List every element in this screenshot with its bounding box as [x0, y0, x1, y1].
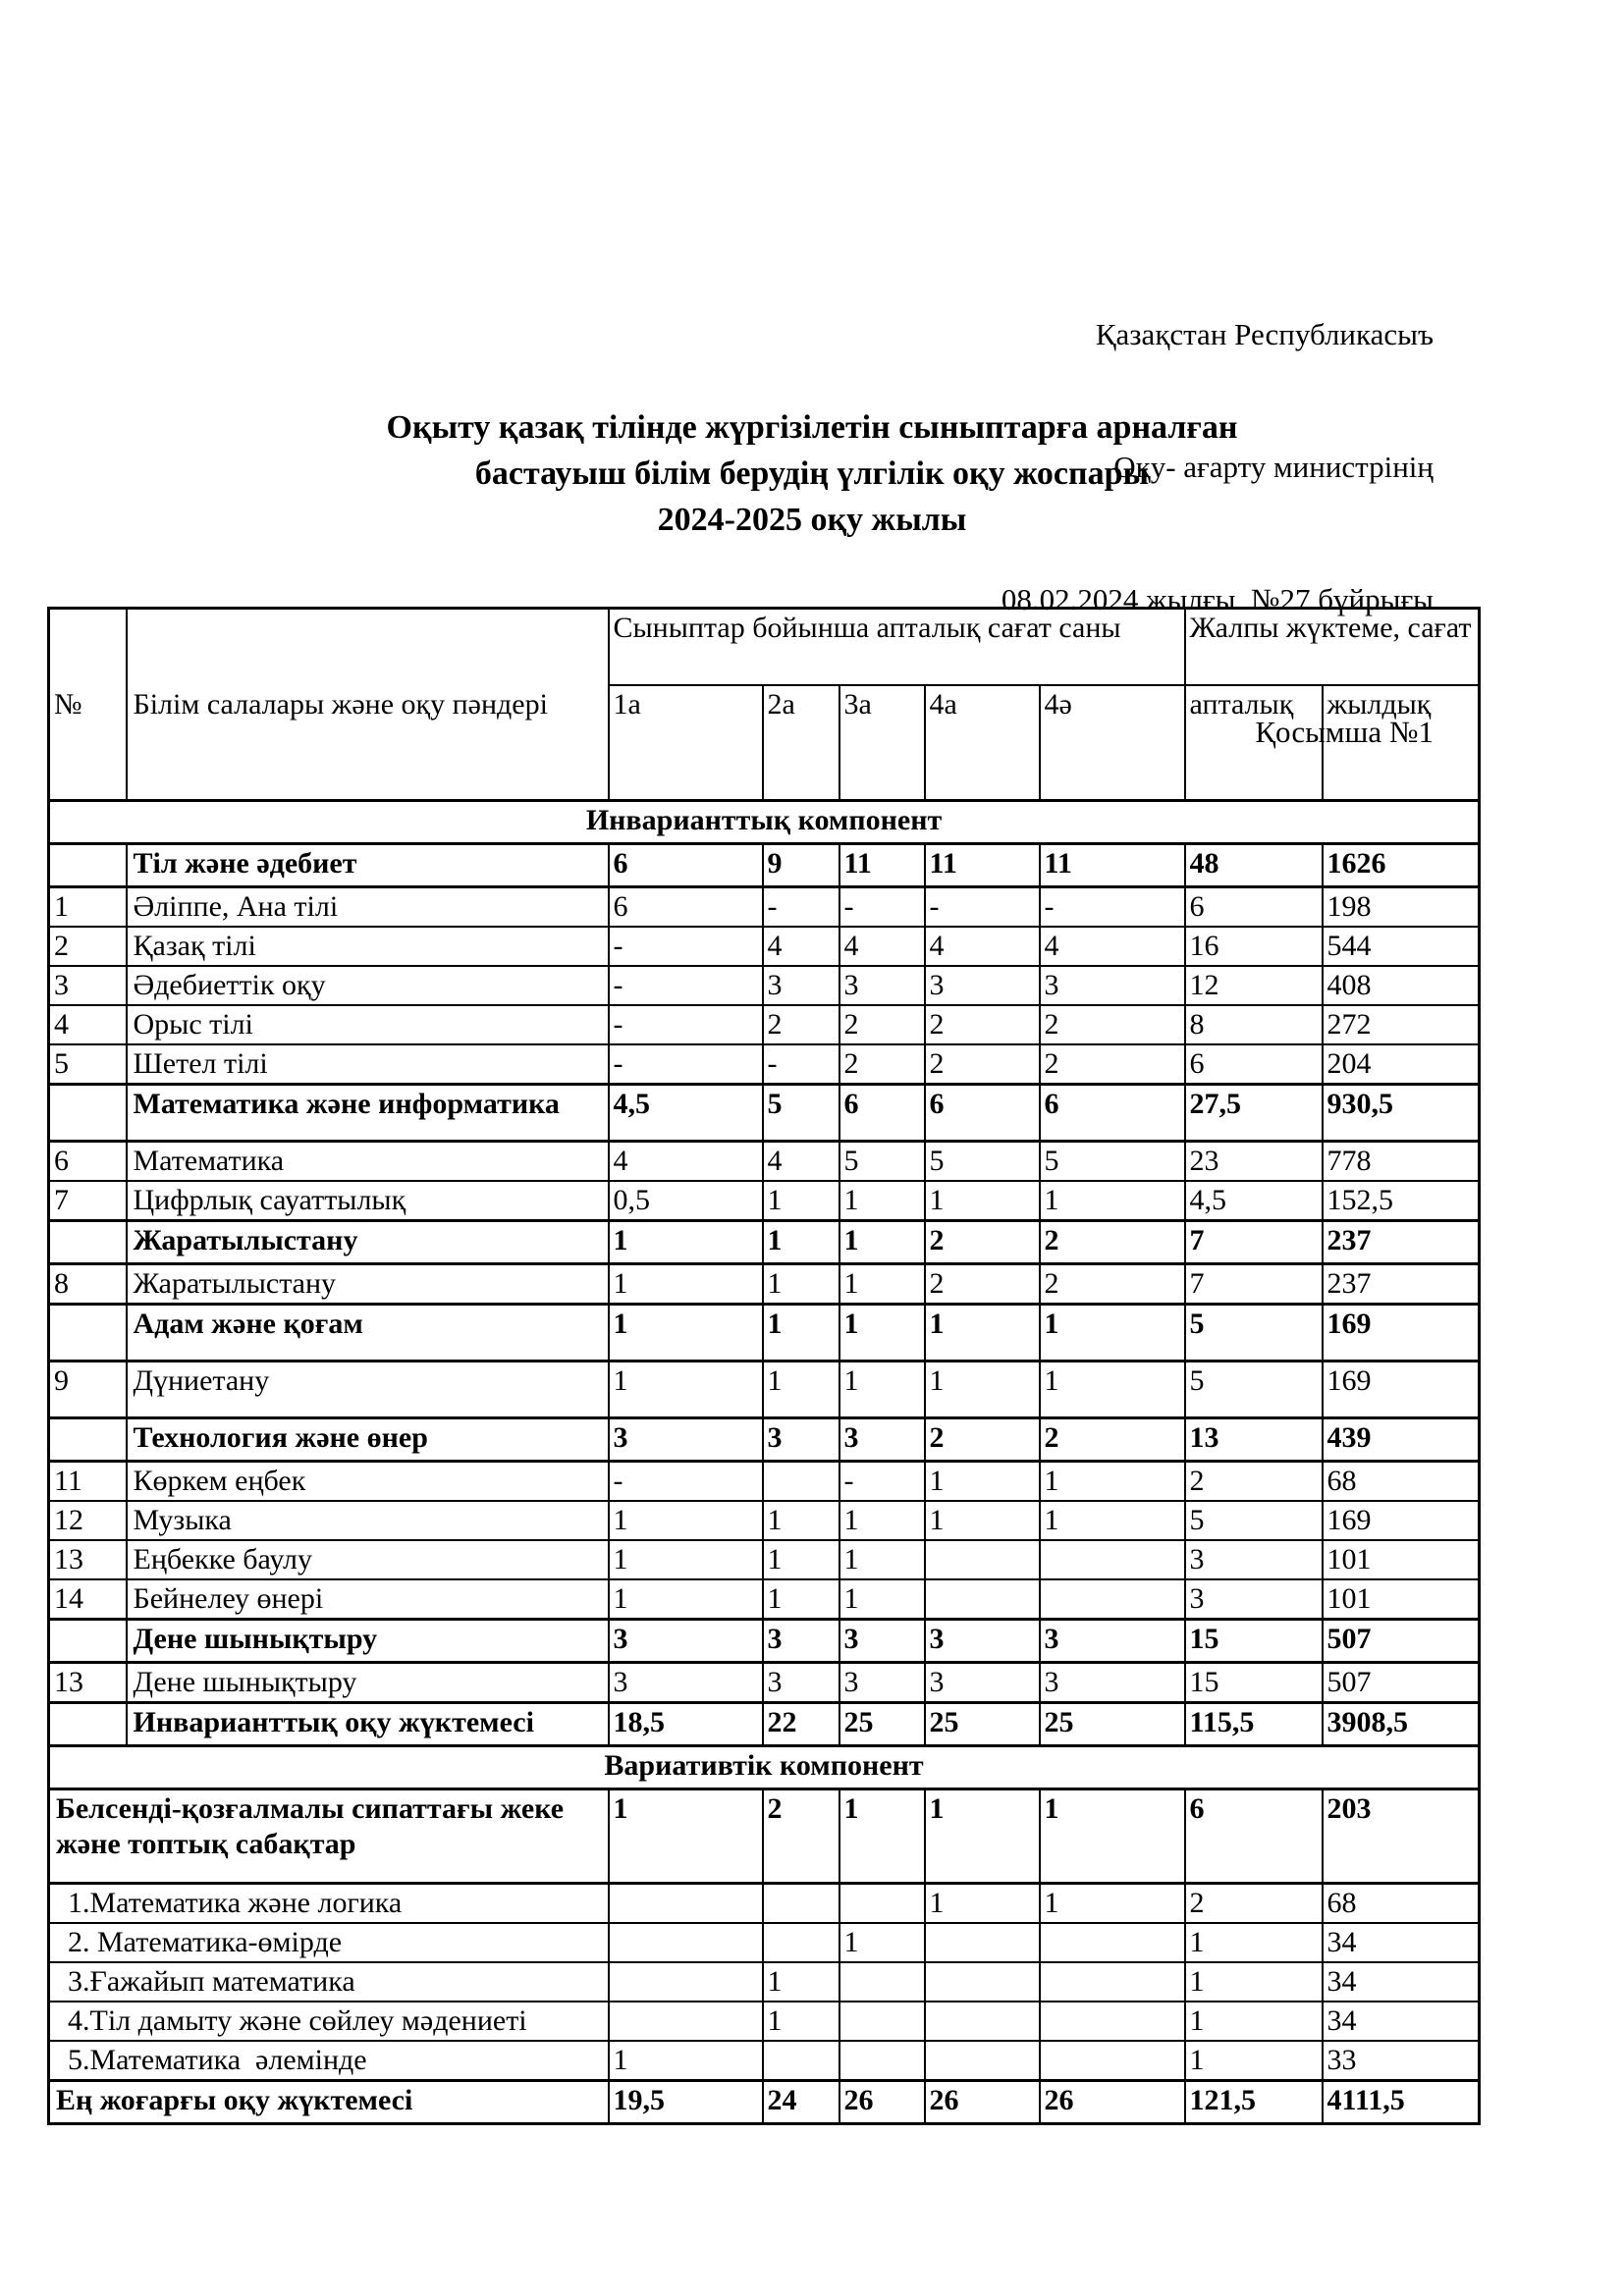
cell-value — [763, 1462, 839, 1502]
cell-value: - — [839, 1462, 925, 1502]
header-class-4ae: 4ә — [1040, 685, 1185, 801]
cell-value: 2 — [925, 1221, 1040, 1264]
cell-value: 19,5 — [609, 2081, 763, 2124]
cell-value: 2 — [1040, 1264, 1185, 1305]
document-title — [0, 404, 1624, 543]
table-row — [49, 1085, 1480, 1142]
table-row — [49, 1703, 1480, 1746]
cell-value: 2 — [839, 1005, 925, 1044]
cell-value: 3 — [839, 1418, 925, 1462]
cell-value: 6 — [609, 887, 763, 928]
cell-value: 3 — [609, 1620, 763, 1663]
table-row — [49, 1884, 1480, 1924]
cell-value: 1 — [1040, 1181, 1185, 1221]
section-title: Вариативтік компонент — [49, 1746, 1480, 1789]
cell-value: 7 — [1185, 1264, 1323, 1305]
row-number: 11 — [49, 1462, 127, 1502]
row-label: Инварианттық оқу жүктемесі — [127, 1703, 609, 1746]
cell-value: 0,5 — [609, 1181, 763, 1221]
cell-value: 203 — [1323, 1789, 1480, 1884]
row-number: 2 — [49, 927, 127, 966]
cell-value: - — [1040, 887, 1185, 928]
cell-value: 152,5 — [1323, 1181, 1480, 1221]
authority-line-2: Оқу- ағарту министрінің — [1113, 450, 1434, 484]
cell-value: 1 — [925, 1362, 1040, 1418]
row-number — [49, 1620, 127, 1663]
row-label: 3.Ғажайып математика — [49, 1962, 609, 2002]
row-label: 5.Математика әлемінде — [49, 2041, 609, 2081]
cell-value: 1 — [609, 1789, 763, 1884]
cell-value: 3 — [1040, 1620, 1185, 1663]
header-subject: Білім салалары және оқу пәндері — [127, 609, 609, 801]
table-header-row-1 — [49, 609, 1480, 685]
cell-value: - — [609, 966, 763, 1005]
cell-value: 2 — [839, 1044, 925, 1085]
cell-value: 2 — [925, 1264, 1040, 1305]
table-body — [49, 801, 1480, 2124]
cell-value: 13 — [1185, 1418, 1323, 1462]
cell-value — [763, 1923, 839, 1962]
cell-value: 101 — [1323, 1579, 1480, 1620]
cell-value — [839, 1884, 925, 1924]
curriculum-table — [47, 607, 1481, 2125]
cell-value: 15 — [1185, 1620, 1323, 1663]
cell-value: 3 — [1040, 1663, 1185, 1703]
cell-value: 101 — [1323, 1540, 1480, 1579]
row-label: Математика — [127, 1142, 609, 1182]
row-label: Шетел тілі — [127, 1044, 609, 1085]
title-line-2: бастауыш білім берудің үлгілік оқу жоспары — [474, 455, 1150, 492]
cell-value: 778 — [1323, 1142, 1480, 1182]
cell-value: 1 — [763, 1221, 839, 1264]
cell-value: 34 — [1323, 1962, 1480, 2002]
cell-value: - — [609, 1005, 763, 1044]
title-line-3: 2024-2025 оқу жылы — [657, 502, 967, 538]
cell-value: 4111,5 — [1323, 2081, 1480, 2124]
cell-value: 1 — [1185, 1923, 1323, 1962]
cell-value: 4 — [839, 927, 925, 966]
table-row — [49, 1418, 1480, 1462]
cell-value: 3 — [609, 1418, 763, 1462]
row-label: 4.Тіл дамыту және сөйлеу мәдениеті — [49, 2002, 609, 2041]
cell-value: 25 — [1040, 1703, 1185, 1746]
cell-value: 5 — [1185, 1305, 1323, 1362]
table-row — [49, 2041, 1480, 2081]
cell-value: 3 — [925, 1620, 1040, 1663]
cell-value: 1 — [839, 1923, 925, 1962]
cell-value: 1 — [609, 1362, 763, 1418]
cell-value: 7 — [1185, 1221, 1323, 1264]
cell-value: 25 — [925, 1703, 1040, 1746]
row-label: Жаратылыстану — [127, 1264, 609, 1305]
cell-value — [839, 1962, 925, 2002]
table-row — [49, 1663, 1480, 1703]
cell-value: 1 — [763, 1362, 839, 1418]
cell-value: 27,5 — [1185, 1085, 1323, 1142]
row-number: 14 — [49, 1579, 127, 1620]
cell-value: 2 — [1040, 1221, 1185, 1264]
title-line-1: Оқыту қазақ тілінде жүргізілетін сыныптарға арналған — [386, 409, 1238, 446]
cell-value: 169 — [1323, 1362, 1480, 1418]
cell-value: 1 — [1040, 1501, 1185, 1540]
cell-value: 1 — [763, 1264, 839, 1305]
cell-value: 3 — [1185, 1579, 1323, 1620]
cell-value: 48 — [1185, 844, 1323, 887]
cell-value: 1 — [609, 1221, 763, 1264]
header-class-1a: 1а — [609, 685, 763, 801]
cell-value: 5 — [1185, 1501, 1323, 1540]
cell-value — [1040, 1962, 1185, 2002]
row-number — [49, 1703, 127, 1746]
cell-value: - — [609, 1044, 763, 1085]
cell-value: 237 — [1323, 1221, 1480, 1264]
cell-value — [1040, 2002, 1185, 2041]
cell-value: 3908,5 — [1323, 1703, 1480, 1746]
cell-value: 3 — [925, 1663, 1040, 1703]
cell-value: 1 — [1040, 1305, 1185, 1362]
cell-value: - — [839, 887, 925, 928]
row-label: Орыс тілі — [127, 1005, 609, 1044]
cell-value: 34 — [1323, 2002, 1480, 2041]
cell-value: 408 — [1323, 966, 1480, 1005]
cell-value: 1 — [763, 1305, 839, 1362]
cell-value: 4 — [763, 1142, 839, 1182]
row-number: 5 — [49, 1044, 127, 1085]
cell-value: 169 — [1323, 1501, 1480, 1540]
row-label: Дене шынықтыру — [127, 1620, 609, 1663]
cell-value: - — [609, 1462, 763, 1502]
cell-value: 6 — [1185, 1789, 1323, 1884]
authority-line-4: Қосымша №1 — [1255, 715, 1434, 749]
section-title: Инварианттық компонент — [49, 801, 1480, 844]
cell-value: 22 — [763, 1703, 839, 1746]
cell-value — [925, 1923, 1040, 1962]
cell-value: 1 — [763, 1540, 839, 1579]
cell-value — [925, 1962, 1040, 2002]
row-label: Дене шынықтыру — [127, 1663, 609, 1703]
cell-value: 1 — [1185, 2041, 1323, 2081]
cell-value: 26 — [839, 2081, 925, 2124]
row-label: Әліппе, Ана тілі — [127, 887, 609, 928]
cell-value — [925, 1540, 1040, 1579]
cell-value — [609, 1923, 763, 1962]
row-label: Көркем еңбек — [127, 1462, 609, 1502]
cell-value: 68 — [1323, 1884, 1480, 1924]
cell-value — [609, 1962, 763, 2002]
cell-value — [763, 1884, 839, 1924]
cell-value: 1 — [1040, 1462, 1185, 1502]
table-row — [49, 1142, 1480, 1182]
section-row — [49, 801, 1480, 844]
cell-value — [609, 1884, 763, 1924]
cell-value: 1 — [925, 1462, 1040, 1502]
cell-value: 23 — [1185, 1142, 1323, 1182]
table-row — [49, 1181, 1480, 1221]
cell-value — [839, 2002, 925, 2041]
table-row — [49, 1005, 1480, 1044]
cell-value: 2 — [1040, 1044, 1185, 1085]
cell-value: 2 — [925, 1044, 1040, 1085]
cell-value: 1 — [839, 1579, 925, 1620]
cell-value: 5 — [839, 1142, 925, 1182]
row-number: 6 — [49, 1142, 127, 1182]
authority-line-1: Қазақстан Республикасыъ — [1095, 317, 1434, 351]
header-weekly: апталық — [1185, 685, 1323, 801]
cell-value: 1 — [925, 1884, 1040, 1924]
row-number — [49, 1085, 127, 1142]
cell-value: 1 — [839, 1305, 925, 1362]
cell-value: 169 — [1323, 1305, 1480, 1362]
table-row — [49, 1264, 1480, 1305]
row-label: Белсенді-қозғалмалы сипаттағы жеке және топтық сабақтар — [49, 1789, 609, 1884]
cell-value: 15 — [1185, 1663, 1323, 1703]
cell-value: 1 — [925, 1501, 1040, 1540]
cell-value: - — [609, 927, 763, 966]
cell-value: 4 — [1040, 927, 1185, 966]
cell-value: 544 — [1323, 927, 1480, 966]
cell-value: 507 — [1323, 1620, 1480, 1663]
row-label: Адам және қоғам — [127, 1305, 609, 1362]
cell-value: 24 — [763, 2081, 839, 2124]
row-label: Математика және информатика — [127, 1085, 609, 1142]
row-label: Әдебиеттік оқу — [127, 966, 609, 1005]
cell-value: 9 — [763, 844, 839, 887]
cell-value: 2 — [925, 1005, 1040, 1044]
cell-value: 8 — [1185, 1005, 1323, 1044]
cell-value: 1 — [609, 1579, 763, 1620]
cell-value: 5 — [763, 1085, 839, 1142]
cell-value: 1 — [839, 1501, 925, 1540]
cell-value: 121,5 — [1185, 2081, 1323, 2124]
cell-value: 2 — [763, 1789, 839, 1884]
table-row — [49, 1501, 1480, 1540]
cell-value: 12 — [1185, 966, 1323, 1005]
cell-value: 237 — [1323, 1264, 1480, 1305]
cell-value: 3 — [839, 966, 925, 1005]
cell-value: 6 — [839, 1085, 925, 1142]
row-number — [49, 1305, 127, 1362]
table-row — [49, 1044, 1480, 1085]
cell-value: 3 — [763, 1663, 839, 1703]
header-class-2a: 2а — [763, 685, 839, 801]
table-row — [49, 2002, 1480, 2041]
header-yearly: жылдық — [1323, 685, 1480, 801]
cell-value: 1 — [1040, 1884, 1185, 1924]
cell-value: 1 — [1185, 1962, 1323, 2002]
cell-value: 3 — [1040, 966, 1185, 1005]
cell-value: 6 — [1040, 1085, 1185, 1142]
row-label: Еңбекке баулу — [127, 1540, 609, 1579]
cell-value: 3 — [839, 1620, 925, 1663]
table-row — [49, 1540, 1480, 1579]
cell-value: 4,5 — [609, 1085, 763, 1142]
cell-value: 1 — [839, 1540, 925, 1579]
cell-value — [763, 2041, 839, 2081]
cell-value: 11 — [1040, 844, 1185, 887]
cell-value: 2 — [1040, 1005, 1185, 1044]
cell-value: 1 — [609, 1305, 763, 1362]
table-row — [49, 927, 1480, 966]
table-row — [49, 844, 1480, 887]
row-number: 8 — [49, 1264, 127, 1305]
cell-value — [1040, 1540, 1185, 1579]
row-label: Музыка — [127, 1501, 609, 1540]
cell-value: 272 — [1323, 1005, 1480, 1044]
cell-value: 3 — [763, 1620, 839, 1663]
row-label: Дүниетану — [127, 1362, 609, 1418]
row-number — [49, 1221, 127, 1264]
cell-value: 33 — [1323, 2041, 1480, 2081]
cell-value: - — [763, 887, 839, 928]
row-label: Жаратылыстану — [127, 1221, 609, 1264]
cell-value: 1 — [763, 1962, 839, 2002]
row-number: 3 — [49, 966, 127, 1005]
section-row — [49, 1746, 1480, 1789]
row-label: 2. Математика-өмірде — [49, 1923, 609, 1962]
cell-value: 3 — [763, 966, 839, 1005]
cell-value: 2 — [1185, 1884, 1323, 1924]
row-number — [49, 1418, 127, 1462]
cell-value — [925, 2041, 1040, 2081]
cell-value: 26 — [925, 2081, 1040, 2124]
row-label: 1.Математика және логика — [49, 1884, 609, 1924]
cell-value: 11 — [839, 844, 925, 887]
cell-value: 2 — [1185, 1462, 1323, 1502]
cell-value — [1040, 1579, 1185, 1620]
cell-value: 3 — [609, 1663, 763, 1703]
cell-value: 1 — [839, 1264, 925, 1305]
cell-value — [839, 2041, 925, 2081]
cell-value: 6 — [1185, 1044, 1323, 1085]
table-row — [49, 1305, 1480, 1362]
cell-value: 3 — [763, 1418, 839, 1462]
cell-value: 16 — [1185, 927, 1323, 966]
cell-value: 1 — [925, 1181, 1040, 1221]
cell-value: 1 — [763, 1579, 839, 1620]
cell-value: 1 — [609, 1264, 763, 1305]
row-label: Технология және өнер — [127, 1418, 609, 1462]
row-number: 4 — [49, 1005, 127, 1044]
row-label: Ең жоғарғы оқу жүктемесі — [49, 2081, 609, 2124]
cell-value: 26 — [1040, 2081, 1185, 2124]
cell-value: 1 — [839, 1789, 925, 1884]
cell-value: 4,5 — [1185, 1181, 1323, 1221]
cell-value: 3 — [925, 966, 1040, 1005]
row-label: Тіл және әдебиет — [127, 844, 609, 887]
cell-value: 4 — [763, 927, 839, 966]
cell-value: 18,5 — [609, 1703, 763, 1746]
row-number: 7 — [49, 1181, 127, 1221]
table-row — [49, 1789, 1480, 1884]
table-row — [49, 1221, 1480, 1264]
cell-value: 1 — [839, 1221, 925, 1264]
cell-value — [1040, 2041, 1185, 2081]
header-weekly-hours-group: Сыныптар бойынша апталық сағат саны — [609, 609, 1185, 685]
cell-value: 3 — [1185, 1540, 1323, 1579]
cell-value: 2 — [925, 1418, 1040, 1462]
cell-value: 5 — [925, 1142, 1040, 1182]
cell-value: 4 — [925, 927, 1040, 966]
row-number — [49, 844, 127, 887]
cell-value: 1 — [1040, 1789, 1185, 1884]
cell-value: 5 — [1185, 1362, 1323, 1418]
cell-value — [1040, 1923, 1185, 1962]
row-number: 9 — [49, 1362, 127, 1418]
cell-value: 1 — [763, 1501, 839, 1540]
table-row — [49, 1962, 1480, 2002]
row-label: Қазақ тілі — [127, 927, 609, 966]
row-number: 1 — [49, 887, 127, 928]
cell-value — [925, 1579, 1040, 1620]
header-total-load-group: Жалпы жүктеме, сағат — [1185, 609, 1480, 685]
table-row — [49, 1462, 1480, 1502]
cell-value: 1 — [1185, 2002, 1323, 2041]
cell-value: - — [763, 1044, 839, 1085]
row-number: 13 — [49, 1540, 127, 1579]
row-number: 12 — [49, 1501, 127, 1540]
table-row — [49, 887, 1480, 928]
cell-value: 25 — [839, 1703, 925, 1746]
table-row — [49, 1923, 1480, 1962]
cell-value: 1 — [609, 1501, 763, 1540]
row-label: Бейнелеу өнері — [127, 1579, 609, 1620]
cell-value: 1 — [609, 2041, 763, 2081]
row-number: 13 — [49, 1663, 127, 1703]
cell-value: 1 — [763, 1181, 839, 1221]
cell-value: 68 — [1323, 1462, 1480, 1502]
table-row — [49, 1579, 1480, 1620]
cell-value: 1 — [925, 1305, 1040, 1362]
table-row — [49, 966, 1480, 1005]
cell-value: 1626 — [1323, 844, 1480, 887]
cell-value: 930,5 — [1323, 1085, 1480, 1142]
cell-value: 439 — [1323, 1418, 1480, 1462]
header-class-4a: 4а — [925, 685, 1040, 801]
cell-value: 34 — [1323, 1923, 1480, 1962]
cell-value — [609, 2002, 763, 2041]
cell-value: 4 — [609, 1142, 763, 1182]
cell-value: 1 — [839, 1362, 925, 1418]
header-number: № — [49, 609, 127, 801]
cell-value: 204 — [1323, 1044, 1480, 1085]
cell-value: 198 — [1323, 887, 1480, 928]
table-row — [49, 1362, 1480, 1418]
cell-value: 1 — [609, 1540, 763, 1579]
cell-value: 6 — [925, 1085, 1040, 1142]
table-row — [49, 2081, 1480, 2124]
cell-value: 6 — [609, 844, 763, 887]
cell-value: 1 — [1040, 1362, 1185, 1418]
cell-value — [925, 2002, 1040, 2041]
cell-value: 507 — [1323, 1663, 1480, 1703]
cell-value: 5 — [1040, 1142, 1185, 1182]
cell-value: 2 — [1040, 1418, 1185, 1462]
cell-value: 1 — [839, 1181, 925, 1221]
header-class-3a: 3а — [839, 685, 925, 801]
authority-line-3: 08.02.2024 жылғы №27 бұйрығы — [1001, 582, 1434, 616]
cell-value: 11 — [925, 844, 1040, 887]
cell-value: 2 — [763, 1005, 839, 1044]
cell-value: 1 — [925, 1789, 1040, 1884]
table-row — [49, 1620, 1480, 1663]
cell-value: 1 — [763, 2002, 839, 2041]
cell-value: - — [925, 887, 1040, 928]
cell-value: 3 — [839, 1663, 925, 1703]
cell-value: 115,5 — [1185, 1703, 1323, 1746]
row-label: Цифрлық сауаттылық — [127, 1181, 609, 1221]
cell-value: 6 — [1185, 887, 1323, 928]
